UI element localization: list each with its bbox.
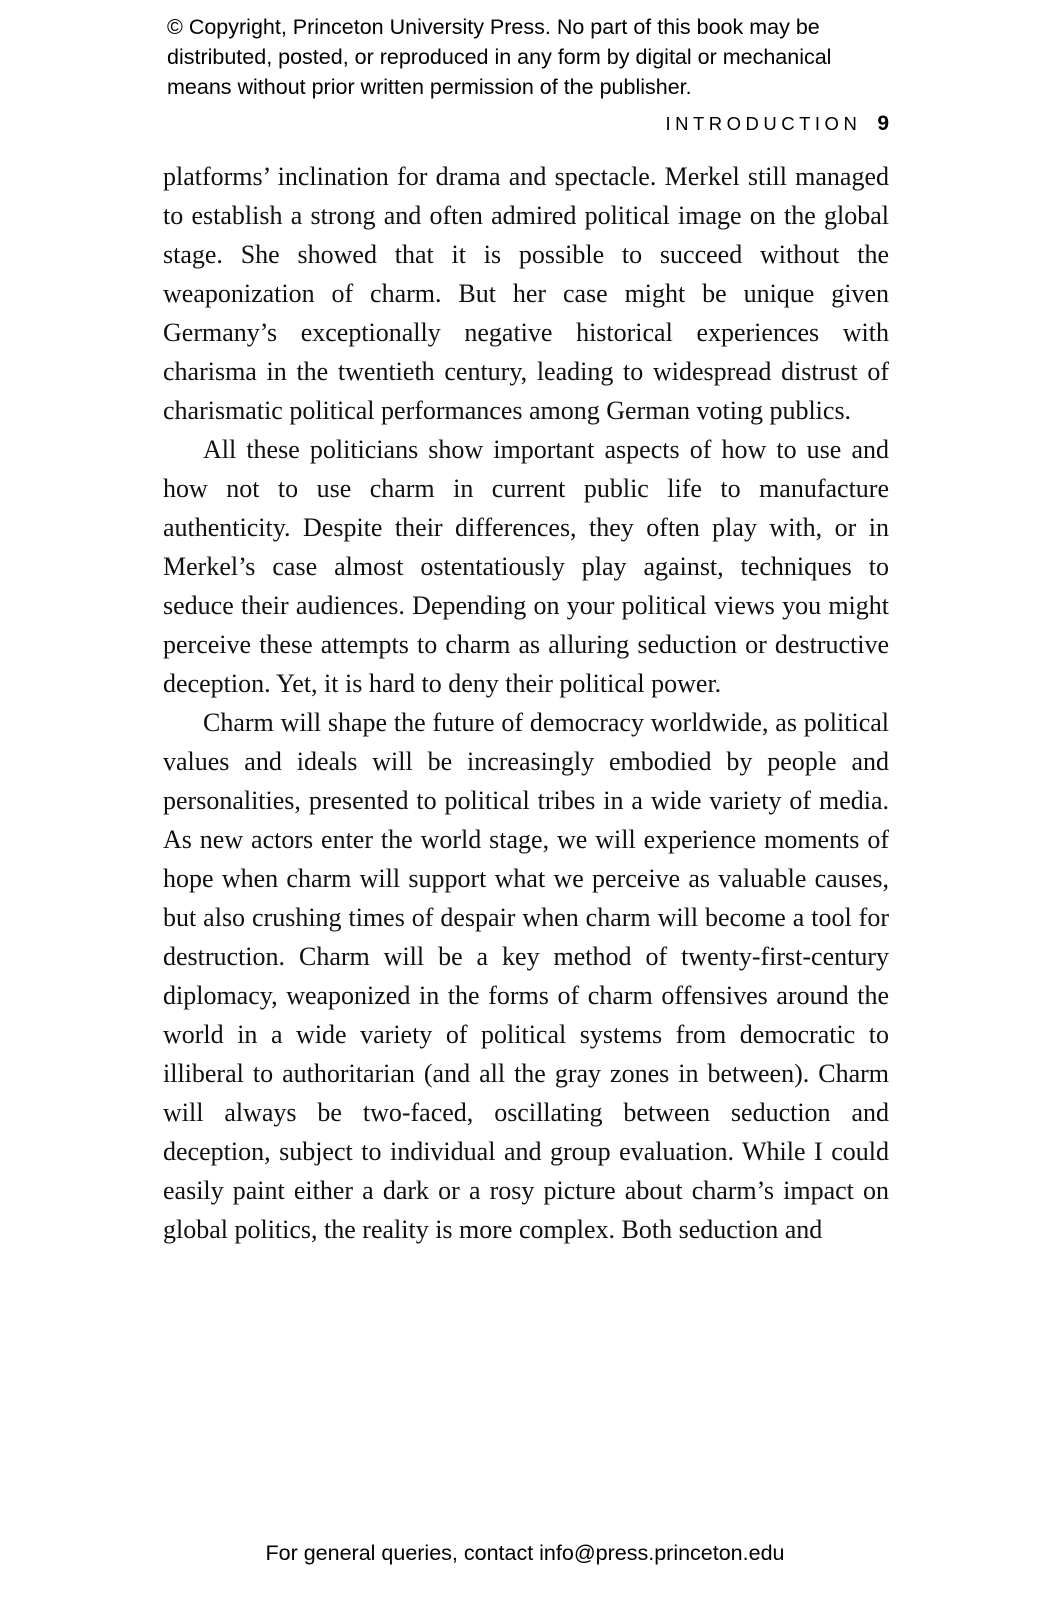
paragraph-2: All these politicians show important aspects of how to use and how not to use charm in current public life to manufacture authenticity. Despite their differences, they often play with, or in Merkel’s case almost ostentatiously play against, techniques to seduce their audiences. Depending on your political views you might perceive these attempts to charm as alluring seduction or destructive deception. Yet, it is hard to deny their political power. <box>163 435 889 698</box>
footer-query-line: For general queries, contact info@press.princeton.edu <box>265 1541 785 1565</box>
running-head-title: INTRODUCTION <box>665 113 862 134</box>
page-number: 9 <box>877 112 889 135</box>
copyright-notice: © Copyright, Princeton University Press. No part of this book may be distributed, posted, or reproduced in any form by digital or mechanical means without prior written permission of the publisher. <box>167 15 832 99</box>
running-head <box>163 112 889 136</box>
paragraph-1: platforms’ inclination for drama and spectacle. Merkel still managed to establish a strong and often admired political image on the global stage. She showed that it is possible to succeed without the weaponization of charm. But her case might be unique given Germany’s exceptionally negative historical experiences with charisma in the twentieth century, leading to widespread distrust of charismatic political performances among German voting publics. <box>163 162 889 425</box>
body-text <box>163 157 889 1249</box>
paragraph-3: Charm will shape the future of democracy worldwide, as political values and ideals will be increasingly embodied by people and personalities, presented to political tribes in a wide variety of media. As new actors enter the world stage, we will experience moments of hope when charm will support what we perceive as valuable causes, but also crushing times of despair when charm will become a tool for destruction. Charm will be a key method of twenty-first-century diplomacy, weaponized in the forms of charm offensives around the world in a wide variety of political systems from democratic to illiberal to authoritarian (and all the gray zones in between). Charm will always be two-faced, oscillating between seduction and deception, subject to individual and group evaluation. While I could easily paint either a dark or a rosy picture about charm’s impact on global politics, the reality is more complex. Both seduction and <box>163 708 889 1244</box>
